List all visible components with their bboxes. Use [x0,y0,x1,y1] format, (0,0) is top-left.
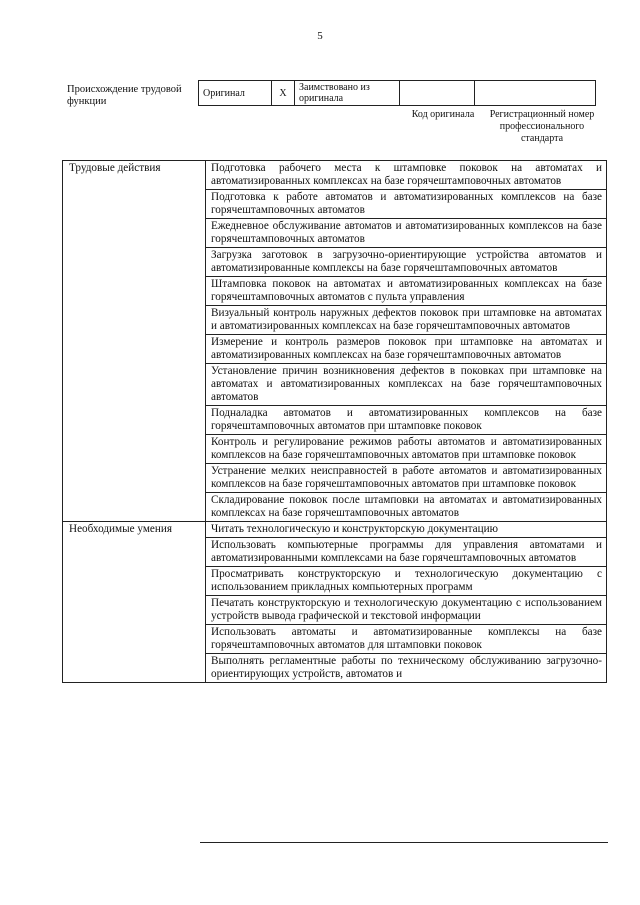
reg-number-cell [475,81,596,106]
section-item: Устранение мелких неисправностей в работе автоматов и автоматизированных комплексов на базе горячештамповочных автоматов при штамповке поковок [206,464,607,493]
borrowed-cell: Заимствовано из оригинала [295,81,400,106]
section-item: Складирование поковок после штамповки на автоматах и автоматизированных комплексах на базе горячештамповочных автоматов [206,493,607,522]
page-number: 5 [317,30,323,42]
code-label: Код оригинала [411,109,475,120]
original-cell: Оригинал [199,81,272,106]
code-cell [400,81,475,106]
origin-table [198,80,596,106]
section-title: Трудовые действия [63,161,206,522]
section-item: Загрузка заготовок в загрузочно-ориентирующие устройства автоматов и автоматизированные комплексы на базе горячештамповочных автоматов [206,248,607,277]
section-item: Контроль и регулирование режимов работы автоматов и автоматизированных комплексов на базе горячештамповочных автоматов при штамповке поковок [206,435,607,464]
reg-number-label: Регистрационный номер профессионального стандарта [489,109,595,144]
section-item: Штамповка поковок на автоматах и автоматизированных комплексах на базе горячештамповочных автоматов с пульта управления [206,277,607,306]
function-table [62,160,607,683]
section-item: Использовать компьютерные программы для управления автоматами и автоматизированными комплексами на базе горячештамповочных автоматов [206,538,607,567]
section-item: Визуальный контроль наружных дефектов поковок при штамповке на автоматах и автоматизированных комплексах на базе горячештамповочных автоматов [206,306,607,335]
section-item: Выполнять регламентные работы по техническому обслуживанию загрузочно-ориентирующих устройств, автоматов и [206,654,607,683]
section-item: Измерение и контроль размеров поковок при штамповке на автоматах и автоматизированных комплексах на базе горячештамповочных автоматов [206,335,607,364]
section-item: Печатать конструкторскую и технологическую документацию с использованием устройств вывода графической и текстовой информации [206,596,607,625]
table-row [63,522,607,538]
section-item: Использовать автоматы и автоматизированные комплексы на базе горячештамповочных автоматов для штамповки поковок [206,625,607,654]
section-item: Ежедневное обслуживание автоматов и автоматизированных комплексов на базе горячештамповочных автоматов [206,219,607,248]
table-row [63,161,607,190]
section-item: Подготовка к работе автоматов и автоматизированных комплексов на базе горячештамповочных автоматов [206,190,607,219]
section-item: Подналадка автоматов и автоматизированных комплексов на базе горячештамповочных автоматов при штамповке поковок [206,406,607,435]
section-item: Установление причин возникновения дефектов в поковках при штамповке на автоматах и автоматизированных комплексах на базе горячештамповочных автоматов [206,364,607,406]
section-item: Читать технологическую и конструкторскую документацию [206,522,607,538]
section-item: Подготовка рабочего места к штамповке поковок на автоматах и автоматизированных комплексах на базе горячештамповочных автоматов [206,161,607,190]
section-item: Просматривать конструкторскую и технологическую документацию с использованием прикладных компьютерных программ [206,567,607,596]
section-title: Необходимые умения [63,522,206,683]
origin-label: Происхождение трудовой функции [67,84,182,107]
original-mark: X [272,81,295,106]
table-continuation-line [200,842,608,843]
